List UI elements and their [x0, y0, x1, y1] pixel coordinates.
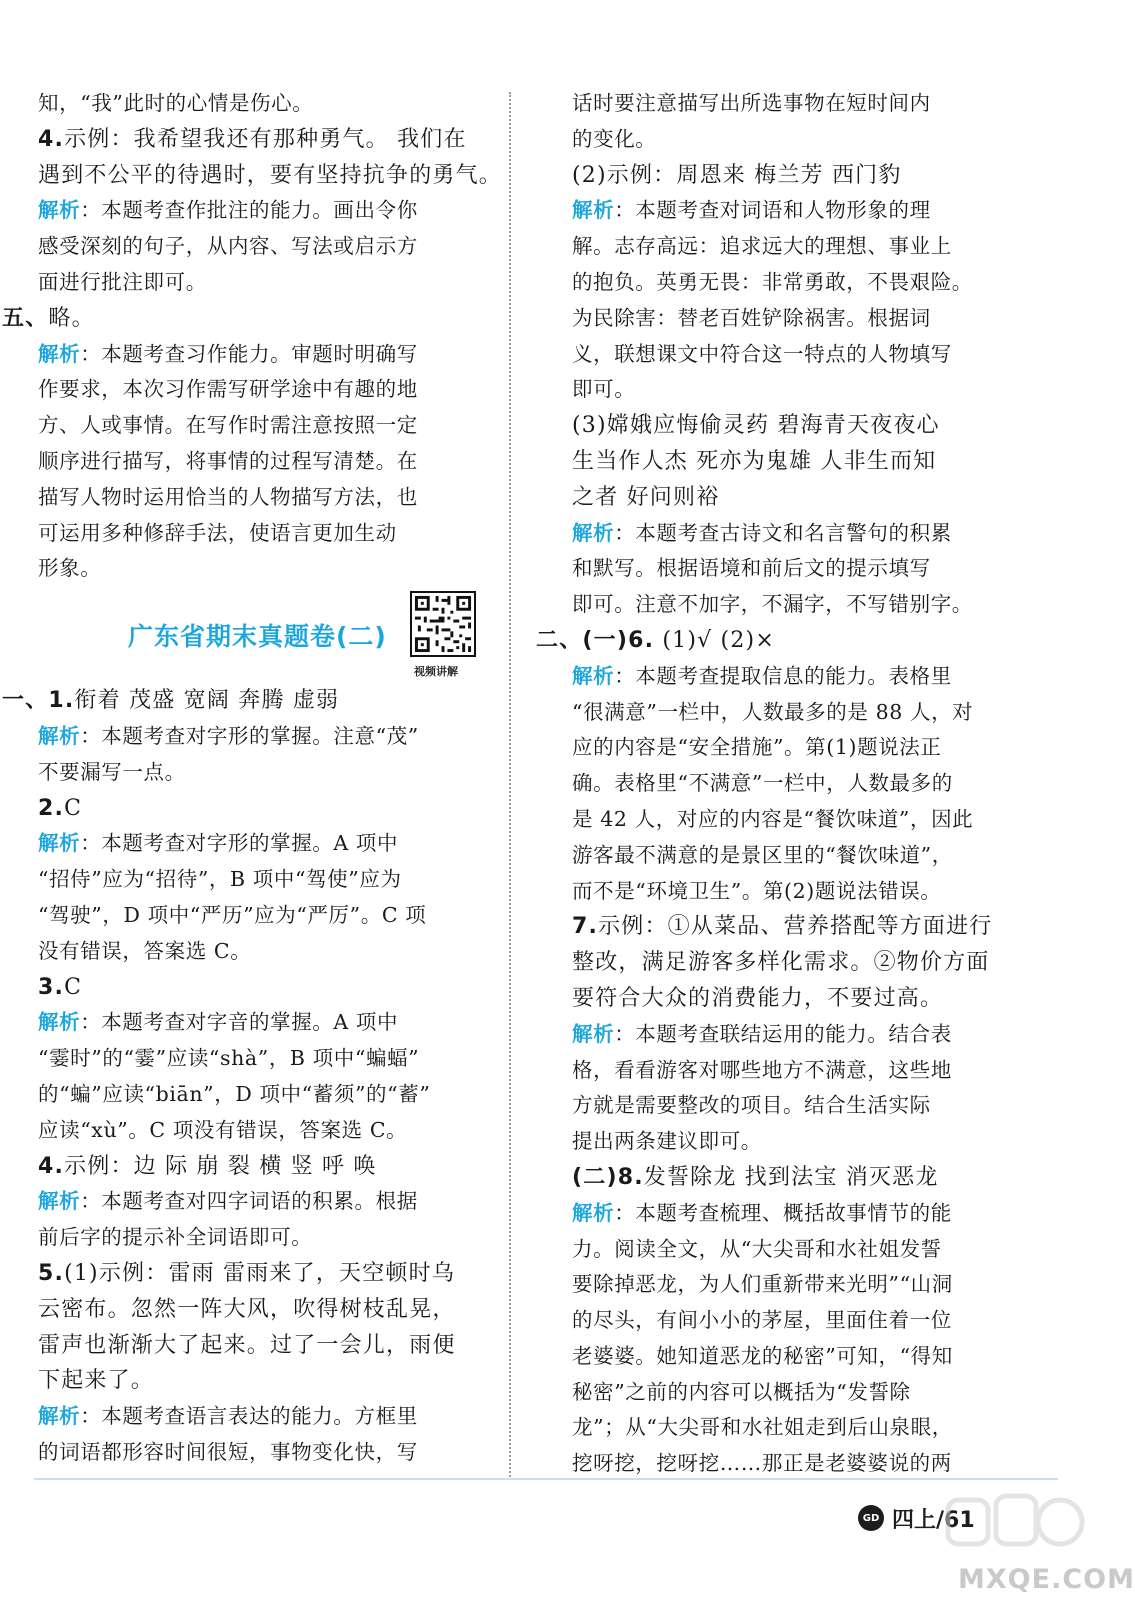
line-text: (1)√ (2)×	[654, 627, 775, 653]
line-text: ：本题考查作批注的能力。画出令你	[80, 198, 418, 223]
text-line	[2, 301, 468, 337]
line-text: 示例：边 际 崩 裂 横 竖 呼 唤	[64, 1153, 377, 1179]
analysis-tag: 解析	[38, 1010, 81, 1035]
line-text: 衔着 茂盛 宽阔 奔腾 虚弱	[74, 688, 340, 714]
text-line	[38, 122, 468, 158]
line-text: 解。志存高远：追求远大的理想、事业上	[572, 234, 952, 259]
line-text: ：本题考查语言表达的能力。方框里	[80, 1404, 418, 1429]
text-line	[38, 1077, 468, 1113]
line-text: 的“蝙”应读“biān”，D 项中“蓄须”的“蓄”	[38, 1081, 431, 1106]
text-line	[572, 229, 1002, 265]
line-text: 应读“xù”。C 项没有错误，答案选 C。	[38, 1117, 408, 1142]
text-line	[572, 516, 1002, 552]
line-text: 的抱负。英勇无畏：非常勇敢，不畏艰险。	[572, 269, 973, 294]
text-line	[572, 193, 1002, 229]
footer-rule	[34, 1478, 1058, 1480]
line-text: ：本题考查古诗文和名言警句的积累	[614, 520, 952, 545]
section-title: 广东省期末真题卷(二)	[128, 622, 387, 652]
line-text: 生当作人杰 死亦为鬼雄 人非生而知	[572, 448, 937, 474]
text-line	[572, 802, 1002, 838]
text-line	[38, 408, 468, 444]
analysis-tag: 解析	[572, 520, 615, 545]
text-line	[38, 551, 468, 587]
column-divider	[509, 92, 511, 1480]
line-text: ：本题考查对四字词语的积累。根据	[80, 1189, 418, 1214]
text-line	[38, 337, 468, 373]
line-text: 描写人物时运用恰当的人物描写方法，也	[38, 484, 418, 509]
item-number: 4.	[38, 1153, 65, 1179]
analysis-tag: 解析	[572, 1200, 615, 1225]
analysis-tag: 解析	[572, 198, 615, 223]
text-line	[38, 934, 468, 970]
text-line	[38, 1328, 468, 1364]
text-line	[572, 480, 1002, 516]
line-text: 格，看看游客对哪些地方不满意，这些地	[572, 1057, 952, 1082]
line-text: 顺序进行描写，将事情的过程写清楚。在	[38, 448, 418, 473]
line-text: 老婆婆。她知道恶龙的秘密”可知，“得知	[572, 1343, 953, 1368]
analysis-tag: 解析	[38, 198, 81, 223]
text-line	[38, 1363, 468, 1399]
text-line	[38, 372, 468, 408]
text-line	[572, 587, 1002, 623]
text-line	[572, 122, 1002, 158]
analysis-tag: 解析	[38, 831, 81, 856]
qr-pattern	[412, 593, 474, 655]
text-line	[572, 1196, 1002, 1232]
line-text: 应的内容是“安全措施”。第(1)题说法正	[572, 735, 942, 760]
text-line	[572, 444, 1002, 480]
right-lines	[536, 86, 1002, 1482]
text-line	[2, 683, 468, 719]
item-number: 7.	[572, 914, 599, 940]
text-line	[572, 551, 1002, 587]
item-number: 5.	[38, 1260, 65, 1286]
line-text: 形象。	[38, 556, 102, 581]
line-text: ：本题考查对词语和人物形象的理	[614, 198, 931, 223]
line-text: (1)示例：雷雨 雷雨来了，天空顿时乌	[64, 1260, 456, 1286]
text-line	[38, 480, 468, 516]
line-text: (3)嫦娥应悔偷灵药 碧海青天夜夜心	[572, 413, 940, 439]
text-line	[572, 1232, 1002, 1268]
line-text: 的尽头，有间小小的茅屋，里面住着一位	[572, 1308, 952, 1333]
line-text: ：本题考查联结运用的能力。结合表	[614, 1021, 952, 1046]
text-line	[38, 1435, 468, 1471]
line-text: 的词语都形容时间很短，事物变化快，写	[38, 1439, 418, 1464]
text-line	[38, 1399, 468, 1435]
line-text: 龙”；从“大尖哥和水社姐走到后山泉眼，	[572, 1415, 953, 1440]
line-text: 整改，满足游客多样化需求。②物价方面	[572, 950, 990, 976]
text-line	[572, 301, 1002, 337]
text-line	[572, 838, 1002, 874]
item-number: 二、(一)6.	[536, 627, 655, 653]
line-text: 遇到不公平的待遇时，要有坚持抗争的勇气。	[38, 162, 503, 188]
item-number: 一、1.	[2, 688, 75, 714]
analysis-tag: 解析	[572, 663, 615, 688]
line-text: 游客最不满意的是景区里的“餐饮味道”，	[572, 842, 953, 867]
line-text: (2)示例：周恩来 梅兰芳 西门豹	[572, 162, 902, 188]
text-line	[38, 158, 503, 194]
text-line	[38, 755, 468, 791]
text-line	[572, 1446, 1002, 1482]
text-line	[572, 1375, 1002, 1411]
text-line	[572, 695, 1002, 731]
text-line	[38, 970, 468, 1006]
line-text: ：本题考查对字形的掌握。A 项中	[80, 831, 399, 856]
text-line	[38, 719, 468, 755]
text-line	[38, 1292, 468, 1328]
line-text: C	[64, 974, 83, 1000]
line-text: ：本题考查习作能力。审题时明确写	[80, 341, 418, 366]
line-text: 方就是需要整改的项目。结合生活实际	[572, 1093, 931, 1118]
item-number: 3.	[38, 974, 65, 1000]
item-number: 2.	[38, 795, 65, 821]
line-text: 要除掉恶龙，为人们重新带来光明”“山洞	[572, 1272, 953, 1297]
line-text: 不要漏写一点。	[38, 759, 186, 784]
item-number: 五、	[2, 305, 49, 331]
text-line	[38, 862, 468, 898]
left-lines-bottom	[2, 683, 468, 1471]
text-line	[572, 1053, 1002, 1089]
line-text: 知，“我”此时的心情是伤心。	[38, 91, 314, 115]
line-text: 提出两条建议即可。	[572, 1129, 762, 1154]
line-text: 云密布。忽然一阵大风，吹得树枝乱晃，	[38, 1296, 456, 1322]
item-number: 4.	[38, 126, 65, 152]
line-text: “很满意”一栏中，人数最多的是 88 人，对	[572, 699, 974, 724]
text-line	[572, 766, 1002, 802]
line-text: 话时要注意描写出所选事物在短时间内	[572, 91, 931, 115]
text-line	[38, 444, 468, 480]
line-text: “霎时”的“霎”应读“shà”，B 项中“蝙蝠”	[38, 1046, 420, 1071]
line-text: 和默写。根据语境和前后文的提示填写	[572, 556, 931, 581]
line-text: 雷声也渐渐大了起来。过了一会儿，雨便	[38, 1332, 456, 1358]
line-text: 即可。注意不加字，不漏字，不写错别字。	[572, 592, 973, 617]
line-text: 是 42 人，对应的内容是“餐饮味道”，因此	[572, 806, 974, 831]
analysis-tag: 解析	[38, 341, 81, 366]
line-text: 要符合大众的消费能力，不要过高。	[572, 985, 944, 1011]
text-line	[572, 158, 1002, 194]
text-line	[572, 874, 1002, 910]
line-text: C	[64, 795, 83, 821]
text-line	[572, 265, 1002, 301]
line-text: “驾驶”，D 项中“严历”应为“严厉”。C 项	[38, 902, 427, 927]
line-text: 示例：①从菜品、营养搭配等方面进行	[598, 914, 993, 940]
analysis-tag: 解析	[38, 723, 81, 748]
line-text: “招侍”应为“招待”，B 项中“驾使”应为	[38, 867, 402, 892]
left-lines-top	[2, 86, 503, 587]
text-line	[38, 791, 468, 827]
line-text: 义，联想课文中符合这一特点的人物填写	[572, 341, 952, 366]
text-line	[536, 623, 1002, 659]
text-line	[38, 1113, 468, 1149]
line-text: 的变化。	[572, 126, 657, 151]
text-line	[572, 909, 1002, 945]
page-number: 四上/61	[892, 1507, 975, 1533]
line-text: 之者 好问则裕	[572, 484, 720, 510]
line-text: 即可。	[572, 377, 636, 402]
text-line	[38, 86, 468, 122]
line-text: 为民除害：替老百姓铲除祸害。根据词	[572, 305, 931, 330]
text-line	[38, 1184, 468, 1220]
watermark-text: MXQE.COM	[958, 1564, 1135, 1595]
text-line	[38, 1149, 468, 1185]
text-line	[38, 1256, 468, 1292]
text-line	[38, 1041, 468, 1077]
line-text: 方、人或事情。在写作时需注意按照一定	[38, 413, 418, 438]
line-text: 示例：我希望我还有那种勇气。 我们在	[64, 126, 467, 152]
right-column	[536, 86, 1002, 1482]
text-line	[38, 1220, 468, 1256]
line-text: ：本题考查提取信息的能力。表格里	[614, 663, 952, 688]
text-line	[38, 229, 468, 265]
line-text: 秘密”之前的内容可以概括为“发誓除	[572, 1379, 911, 1404]
text-line	[38, 265, 468, 301]
line-text: 发誓除龙 找到法宝 消灭恶龙	[643, 1164, 939, 1190]
text-line	[572, 659, 1002, 695]
line-text: 而不是“环境卫生”。第(2)题说法错误。	[572, 878, 942, 903]
text-line	[38, 1005, 468, 1041]
text-line	[572, 1410, 1002, 1446]
text-line	[572, 981, 1002, 1017]
text-line	[38, 898, 468, 934]
text-line	[572, 1088, 1002, 1124]
text-line	[572, 1339, 1002, 1375]
text-line	[572, 1267, 1002, 1303]
analysis-tag: 解析	[38, 1189, 81, 1214]
text-line	[572, 1017, 1002, 1053]
text-line	[572, 945, 1002, 981]
line-text: ：本题考查对字形的掌握。注意“茂”	[80, 723, 419, 748]
line-text: 可运用多种修辞手法，使语言更加生动	[38, 520, 397, 545]
line-text: 前后字的提示补全词语即可。	[38, 1225, 313, 1250]
analysis-tag: 解析	[572, 1021, 615, 1046]
text-line	[572, 337, 1002, 373]
line-text: 面进行批注即可。	[38, 269, 207, 294]
line-text: 力。阅读全文，从“大尖哥和水社姐发誓	[572, 1236, 942, 1261]
line-text: 作要求，本次习作需写研学途中有趣的地	[38, 377, 418, 402]
left-column	[2, 86, 503, 1471]
line-text: 略。	[48, 305, 95, 331]
qr-code-icon[interactable]	[410, 591, 476, 657]
analysis-tag: 解析	[38, 1404, 81, 1429]
line-text: 挖呀挖，挖呀挖……那正是老婆婆说的两	[572, 1451, 952, 1476]
text-line	[572, 1124, 1002, 1160]
text-line	[572, 1303, 1002, 1339]
text-line	[38, 193, 468, 229]
line-text: 没有错误，答案选 C。	[38, 938, 252, 963]
item-number: (二)8.	[572, 1164, 644, 1190]
text-line	[38, 516, 468, 552]
text-line	[572, 1160, 1002, 1196]
text-line	[572, 372, 1002, 408]
text-line	[572, 86, 1002, 122]
line-text: 确。表格里“不满意”一栏中，人数最多的	[572, 771, 953, 796]
line-text: ：本题考查对字音的掌握。A 项中	[80, 1010, 399, 1035]
text-line	[572, 730, 1002, 766]
text-line	[572, 408, 1002, 444]
qr-caption: 视频讲解	[414, 665, 458, 679]
region-badge: GD	[858, 1505, 884, 1531]
line-text: 感受深刻的句子，从内容、写法或启示方	[38, 234, 418, 259]
section-header	[38, 591, 468, 683]
line-text: ：本题考查梳理、概括故事情节的能	[614, 1200, 952, 1225]
text-line	[38, 826, 468, 862]
line-text: 下起来了。	[38, 1368, 155, 1394]
